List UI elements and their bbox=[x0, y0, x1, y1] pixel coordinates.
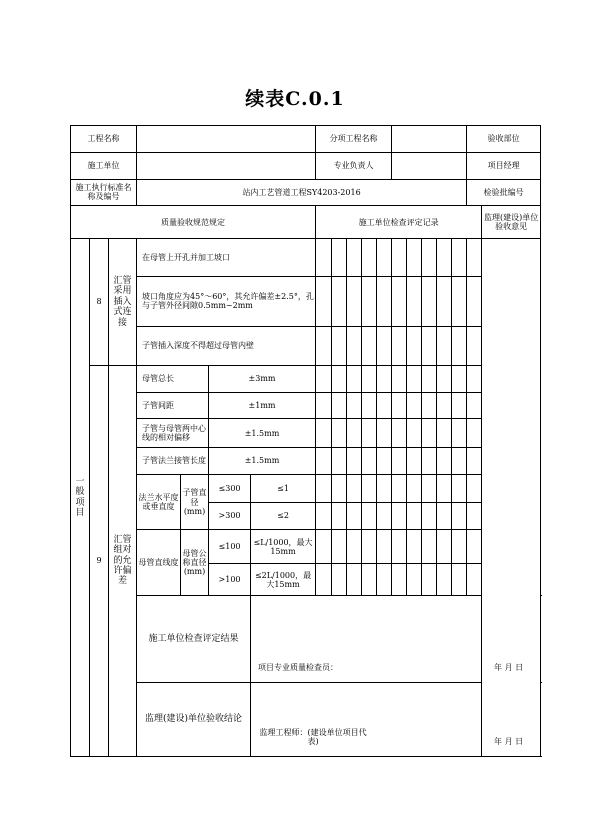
spec-header: 质量验收规范规定 bbox=[71, 206, 316, 239]
professional-lead-label: 专业负责人 bbox=[316, 152, 392, 179]
record-cell[interactable] bbox=[452, 419, 467, 448]
record-cell[interactable] bbox=[332, 530, 347, 564]
record-cell[interactable] bbox=[316, 474, 332, 502]
item9-name: 汇管组对的允许偏差 bbox=[109, 365, 137, 756]
record-cell[interactable] bbox=[437, 239, 452, 277]
record-cell[interactable] bbox=[437, 474, 452, 502]
record-cell[interactable] bbox=[332, 365, 347, 392]
batch-no-label: 检验批编号 bbox=[467, 179, 541, 206]
record-cell[interactable] bbox=[347, 392, 362, 419]
acceptance-dept-label: 验收部位 bbox=[467, 126, 541, 153]
record-cell[interactable] bbox=[407, 564, 422, 596]
record-cell[interactable] bbox=[437, 392, 452, 419]
record-cell[interactable] bbox=[316, 365, 332, 392]
record-cell[interactable] bbox=[332, 448, 347, 475]
record-cell[interactable] bbox=[377, 474, 392, 502]
professional-lead-field[interactable] bbox=[392, 152, 467, 179]
item9-row4-label: 子管法兰接管长度 bbox=[137, 448, 209, 475]
mother-r1-cond: ≤100 bbox=[209, 530, 251, 564]
record-cell[interactable] bbox=[467, 277, 482, 326]
record-cell[interactable] bbox=[422, 392, 437, 419]
record-cell[interactable] bbox=[452, 474, 467, 502]
record-cell[interactable] bbox=[377, 502, 392, 530]
record-cell[interactable] bbox=[467, 392, 482, 419]
record-cell[interactable] bbox=[467, 448, 482, 475]
supervisor-conclusion-label: 监理(建设)单位验收结论 bbox=[137, 682, 251, 756]
record-cell[interactable] bbox=[347, 502, 362, 530]
record-cell[interactable] bbox=[437, 502, 452, 530]
record-cell[interactable] bbox=[437, 326, 452, 365]
record-cell[interactable] bbox=[347, 448, 362, 475]
record-cell[interactable] bbox=[392, 419, 407, 448]
mother-r2-val: ≤2L/1000，最大15mm bbox=[251, 564, 316, 596]
record-cell[interactable] bbox=[437, 277, 452, 326]
record-cell[interactable] bbox=[347, 239, 362, 277]
inspection-table bbox=[70, 125, 541, 757]
record-cell[interactable] bbox=[362, 564, 377, 596]
standard-value: 站内工艺管道工程SY4203-2016 bbox=[137, 179, 467, 206]
record-cell[interactable] bbox=[377, 392, 392, 419]
record-cell[interactable] bbox=[362, 392, 377, 419]
document-title: 续表C.0.1 bbox=[245, 88, 345, 110]
record-cell[interactable] bbox=[332, 474, 347, 502]
flange-r2-val: ≤2 bbox=[251, 502, 316, 530]
record-cell[interactable] bbox=[392, 277, 407, 326]
record-cell[interactable] bbox=[422, 564, 437, 596]
record-cell[interactable] bbox=[437, 419, 452, 448]
supervisor-date: 年 月 日 bbox=[494, 736, 524, 746]
record-cell[interactable] bbox=[437, 448, 452, 475]
record-cell[interactable] bbox=[467, 326, 482, 365]
item9-row4-value: ±1.5mm bbox=[209, 448, 316, 475]
sub-project-label: 分项工程名称 bbox=[316, 126, 392, 153]
record-cell[interactable] bbox=[332, 419, 347, 448]
record-cell[interactable] bbox=[392, 530, 407, 564]
item9-row3-value: ±1.5mm bbox=[209, 419, 316, 448]
record-cell[interactable] bbox=[422, 448, 437, 475]
construction-result-cell[interactable] bbox=[251, 596, 541, 682]
record-cell[interactable] bbox=[316, 564, 332, 596]
sub-project-field[interactable] bbox=[392, 126, 467, 153]
record-cell[interactable] bbox=[422, 365, 437, 392]
flange-r1-cond: ≤300 bbox=[209, 474, 251, 502]
record-cell[interactable] bbox=[332, 392, 347, 419]
record-cell[interactable] bbox=[377, 239, 392, 277]
record-cell[interactable] bbox=[422, 326, 437, 365]
record-cell[interactable] bbox=[392, 564, 407, 596]
record-cell[interactable] bbox=[347, 564, 362, 596]
construction-result-label: 施工单位检查评定结果 bbox=[137, 596, 251, 682]
project-manager-label: 项目经理 bbox=[467, 152, 541, 179]
item9-row2-value: ±1mm bbox=[209, 392, 316, 419]
standard-label: 施工执行标准名称及编号 bbox=[71, 179, 137, 206]
supervisor-engineer-label: 监理工程师：(建设单位项目代表) bbox=[259, 727, 367, 746]
record-cell[interactable] bbox=[392, 448, 407, 475]
item8-row1: 在母管上开孔并加工坡口 bbox=[137, 239, 316, 277]
record-cell[interactable] bbox=[362, 502, 377, 530]
record-cell[interactable] bbox=[362, 365, 377, 392]
record-cell[interactable] bbox=[422, 239, 437, 277]
record-cell[interactable] bbox=[467, 419, 482, 448]
record-cell[interactable] bbox=[362, 326, 377, 365]
record-cell[interactable] bbox=[467, 239, 482, 277]
record-cell[interactable] bbox=[422, 530, 437, 564]
project-name-field[interactable] bbox=[137, 126, 316, 153]
record-cell[interactable] bbox=[422, 419, 437, 448]
record-cell[interactable] bbox=[452, 365, 467, 392]
item9-row3-label: 子管与母管两中心线的相对偏移 bbox=[137, 419, 209, 448]
record-cell[interactable] bbox=[377, 277, 392, 326]
record-cell[interactable] bbox=[347, 530, 362, 564]
record-cell[interactable] bbox=[316, 419, 332, 448]
record-cell[interactable] bbox=[467, 564, 482, 596]
record-cell[interactable] bbox=[467, 474, 482, 502]
record-cell[interactable] bbox=[422, 502, 437, 530]
record-cell[interactable] bbox=[362, 419, 377, 448]
record-cell[interactable] bbox=[332, 277, 347, 326]
record-cell[interactable] bbox=[407, 530, 422, 564]
record-cell[interactable] bbox=[407, 392, 422, 419]
record-cell[interactable] bbox=[407, 239, 422, 277]
record-cell[interactable] bbox=[422, 474, 437, 502]
record-cell[interactable] bbox=[316, 502, 332, 530]
inspector-date: 年 月 日 bbox=[494, 662, 524, 672]
record-cell[interactable] bbox=[407, 277, 422, 326]
record-cell[interactable] bbox=[452, 448, 467, 475]
record-cell[interactable] bbox=[437, 365, 452, 392]
record-cell[interactable] bbox=[437, 530, 452, 564]
record-cell[interactable] bbox=[362, 474, 377, 502]
record-cell[interactable] bbox=[407, 419, 422, 448]
record-cell[interactable] bbox=[392, 239, 407, 277]
flange-r1-val: ≤1 bbox=[251, 474, 316, 502]
record-cell[interactable] bbox=[316, 277, 332, 326]
record-cell[interactable] bbox=[377, 326, 392, 365]
mother-r2-cond: >100 bbox=[209, 564, 251, 596]
record-header: 施工单位检查评定记录 bbox=[316, 206, 482, 239]
record-cell[interactable] bbox=[392, 365, 407, 392]
record-cell[interactable] bbox=[347, 474, 362, 502]
record-cell[interactable] bbox=[407, 502, 422, 530]
record-cell[interactable] bbox=[452, 239, 467, 277]
record-cell[interactable] bbox=[362, 277, 377, 326]
record-cell[interactable] bbox=[332, 326, 347, 365]
item8-name: 汇管采用插入式连接 bbox=[109, 239, 137, 366]
item9-no: 9 bbox=[90, 365, 109, 756]
record-cell[interactable] bbox=[347, 277, 362, 326]
record-cell[interactable] bbox=[452, 277, 467, 326]
record-cell[interactable] bbox=[452, 392, 467, 419]
construction-unit-field[interactable] bbox=[137, 152, 316, 179]
record-cell[interactable] bbox=[392, 502, 407, 530]
record-cell[interactable] bbox=[407, 326, 422, 365]
record-cell[interactable] bbox=[347, 326, 362, 365]
flange-label: 法兰水平度或垂直度 bbox=[137, 474, 181, 530]
inspector-label: 项目专业质量检查员： bbox=[258, 662, 339, 672]
record-cell[interactable] bbox=[467, 530, 482, 564]
flange-sub-label: 子管直径(mm) bbox=[181, 474, 209, 530]
record-cell[interactable] bbox=[392, 326, 407, 365]
record-cell[interactable] bbox=[316, 392, 332, 419]
record-cell[interactable] bbox=[332, 502, 347, 530]
supervisor-header: 监理(建设)单位验收意见 bbox=[482, 206, 541, 239]
construction-unit-label: 施工单位 bbox=[71, 152, 137, 179]
record-cell[interactable] bbox=[452, 530, 467, 564]
record-cell[interactable] bbox=[452, 502, 467, 530]
record-cell[interactable] bbox=[377, 564, 392, 596]
mother-r1-val: ≤L/1000，最大15mm bbox=[251, 530, 316, 564]
record-cell[interactable] bbox=[347, 365, 362, 392]
item9-row2-label: 子管间距 bbox=[137, 392, 209, 419]
general-items-label: 一般项目 bbox=[71, 239, 90, 757]
record-cell[interactable] bbox=[316, 448, 332, 475]
record-cell[interactable] bbox=[407, 448, 422, 475]
project-name-label: 工程名称 bbox=[71, 126, 137, 153]
record-cell[interactable] bbox=[362, 530, 377, 564]
record-cell[interactable] bbox=[316, 530, 332, 564]
record-cell[interactable] bbox=[407, 474, 422, 502]
record-cell[interactable] bbox=[392, 392, 407, 419]
record-cell[interactable] bbox=[422, 277, 437, 326]
record-cell[interactable] bbox=[407, 365, 422, 392]
mother-sub-label: 母管公称直径(mm) bbox=[181, 530, 209, 596]
record-cell[interactable] bbox=[452, 564, 467, 596]
item9-row1-value: ±3mm bbox=[209, 365, 316, 392]
record-cell[interactable] bbox=[332, 564, 347, 596]
record-cell[interactable] bbox=[452, 326, 467, 365]
record-cell[interactable] bbox=[347, 419, 362, 448]
record-cell[interactable] bbox=[332, 239, 347, 277]
record-cell[interactable] bbox=[377, 365, 392, 392]
record-cell[interactable] bbox=[377, 448, 392, 475]
item8-no: 8 bbox=[90, 239, 109, 366]
mother-label: 母管直线度 bbox=[137, 530, 181, 596]
record-cell[interactable] bbox=[316, 326, 332, 365]
record-cell[interactable] bbox=[316, 239, 332, 277]
record-cell[interactable] bbox=[377, 419, 392, 448]
record-cell[interactable] bbox=[377, 530, 392, 564]
record-cell[interactable] bbox=[467, 365, 482, 392]
record-cell[interactable] bbox=[437, 564, 452, 596]
flange-r2-cond: >300 bbox=[209, 502, 251, 530]
record-cell[interactable] bbox=[362, 239, 377, 277]
item8-row2: 坡口角度应为45°～60°，其允许偏差±2.5°，孔与子管外径间隙0.5mm~2mm bbox=[137, 277, 316, 326]
record-cell[interactable] bbox=[467, 502, 482, 530]
supervisor-conclusion-cell[interactable] bbox=[251, 682, 541, 756]
item9-row1-label: 母管总长 bbox=[137, 365, 209, 392]
record-cell[interactable] bbox=[362, 448, 377, 475]
record-cell[interactable] bbox=[392, 474, 407, 502]
item8-row3: 子管插入深度不得超过母管内壁 bbox=[137, 326, 316, 365]
